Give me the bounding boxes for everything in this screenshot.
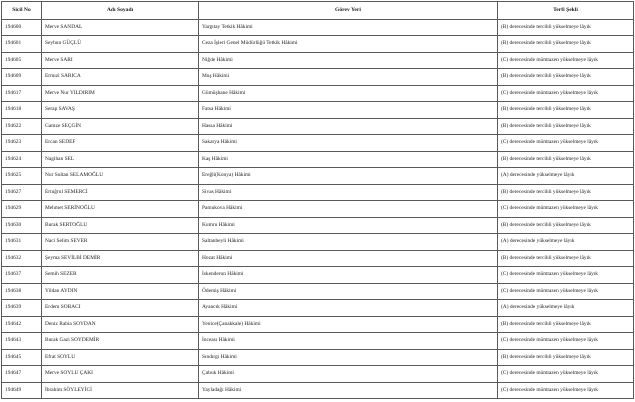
cell-adi-soyadi: Deniz Rabia SOYDAN [42,316,199,333]
table-row [2,168,634,185]
table-row [2,36,634,53]
cell-sicil-no: 194631 [2,234,42,251]
table-row [2,118,634,135]
cell-adi-soyadi: Merve Nur YILDIRIM [42,85,199,102]
cell-sicil-no: 194629 [2,201,42,218]
cell-sicil-no: 194627 [2,184,42,201]
cell-adi-soyadi: Efrat SOYLU [42,349,199,366]
table-row [2,135,634,152]
table-row [2,333,634,350]
table-row [2,69,634,86]
cell-gorev-yeri: Gümüşhane Hâkimi [199,85,498,102]
table-row [2,85,634,102]
cell-adi-soyadi: Burak SERTOĞLU [42,217,199,234]
cell-gorev-yeri: Çubuk Hâkimi [199,366,498,383]
cell-terfi-sekli: (C) derecesinde mümtazen yükselmeye lâyık [498,201,634,218]
cell-gorev-yeri: Saltanbeyli Hâkimi [199,234,498,251]
cell-gorev-yeri: Sivas Hâkimi [199,184,498,201]
cell-terfi-sekli: (B) derecesinde tercihli yükselmeye lâyık [498,349,634,366]
cell-gorev-yeri: Kaş Hâkimi [199,151,498,168]
cell-sicil-no: 194618 [2,102,42,119]
cell-terfi-sekli: (B) derecesinde tercihli yükselmeye lâyık [498,184,634,201]
cell-terfi-sekli: (B) derecesinde tercihli yükselmeye lâyık [498,316,634,333]
cell-gorev-yeri: İnceası Hâkimi [199,333,498,350]
cell-adi-soyadi: Yildan AYDIN [42,283,199,300]
cell-terfi-sekli: (B) derecesinde tercihli yükselmeye lâyık [498,250,634,267]
cell-adi-soyadi: Merve SARI [42,52,199,69]
cell-sicil-no: 194617 [2,85,42,102]
header-terfi-sekli: Terfi Şekli [498,2,634,20]
cell-gorev-yeri: Hozat Hâkimi [199,250,498,267]
table-body [2,19,634,399]
cell-terfi-sekli: (C) derecesinde mümtazen yükselmeye lâyık [498,333,634,350]
table-row [2,102,634,119]
cell-gorev-yeri: Muş Hâkimi [199,69,498,86]
cell-terfi-sekli: (B) derecesinde tercihli yükselmeye lâyık [498,102,634,119]
cell-gorev-yeri: İskenderun Hâkimi [199,267,498,284]
cell-sicil-no: 194632 [2,250,42,267]
cell-gorev-yeri: Ereğli(Konya) Hâkimi [199,168,498,185]
cell-adi-soyadi: Seyhun GÜÇLÜ [42,36,199,53]
cell-sicil-no: 194639 [2,300,42,317]
cell-adi-soyadi: Semih SEZER [42,267,199,284]
cell-terfi-sekli: (C) derecesinde mümtazen yükselmeye lâyık [498,85,634,102]
cell-adi-soyadi: Ercan SEDEF [42,135,199,152]
cell-sicil-no: 194609 [2,69,42,86]
cell-gorev-yeri: Ödemiş Hâkimi [199,283,498,300]
table-row [2,52,634,69]
table-row [2,201,634,218]
cell-terfi-sekli: (A) derecesinde yükselmeye lâyık [498,234,634,251]
cell-terfi-sekli: (C) derecesinde mümtazen yükselmeye lâyık [498,283,634,300]
cell-adi-soyadi: Merve SOYLU ÇAKI [42,366,199,383]
cell-sicil-no: 194649 [2,382,42,399]
cell-terfi-sekli: (C) derecesinde mümtazen yükselmeye lâyık [498,52,634,69]
cell-gorev-yeri: Niğde Hâkimi [199,52,498,69]
cell-terfi-sekli: (C) derecesinde mümtazen yükselmeye lâyık [498,382,634,399]
table-row [2,300,634,317]
cell-adi-soyadi: Naci Selim SEVER [42,234,199,251]
header-adi-soyadi: Adı Soyadı [42,2,199,20]
cell-sicil-no: 194600 [2,19,42,36]
cell-gorev-yeri: Yayladağı Hâkimi [199,382,498,399]
header-sicil-no: Sicil No [2,2,42,20]
cell-gorev-yeri: Fatsa Hâkimi [199,102,498,119]
cell-sicil-no: 194637 [2,267,42,284]
table-row [2,316,634,333]
cell-adi-soyadi: Şeyma SEVİLBİ DEMİR [42,250,199,267]
cell-terfi-sekli: (B) derecesinde tercihli yükselmeye lâyık [498,19,634,36]
cell-gorev-yeri: Yargıtay Tetkik Hâkimi [199,19,498,36]
table-row [2,250,634,267]
table-row [2,184,634,201]
cell-sicil-no: 194638 [2,283,42,300]
cell-terfi-sekli: (B) derecesinde tercihli yükselmeye lâyık [498,151,634,168]
cell-adi-soyadi: Erdem SOBACI [42,300,199,317]
cell-sicil-no: 194645 [2,349,42,366]
cell-terfi-sekli: (B) derecesinde tercihli yükselmeye lâyık [498,36,634,53]
cell-adi-soyadi: Mehmet SERİNOĞLU [42,201,199,218]
table-row [2,382,634,399]
cell-gorev-yeri: Sakarya Hâkimi [199,135,498,152]
cell-sicil-no: 194625 [2,168,42,185]
table-row [2,19,634,36]
cell-gorev-yeri: Ceza İşleri Genel Müdürlüğü Tetkik Hâkimi [199,36,498,53]
cell-adi-soyadi: Gamze SEÇGİN [42,118,199,135]
cell-terfi-sekli: (C) derecesinde mümtazen yükselmeye lâyık [498,366,634,383]
cell-sicil-no: 194630 [2,217,42,234]
cell-adi-soyadi: Ertuğrul SEMERCİ [42,184,199,201]
cell-adi-soyadi: Ermızi SARICA [42,69,199,86]
cell-adi-soyadi: Nur Sultan SELAMOĞLU [42,168,199,185]
cell-sicil-no: 194622 [2,118,42,135]
table-row [2,234,634,251]
cell-terfi-sekli: (B) derecesinde tercihli yükselmeye lâyık [498,217,634,234]
promotion-table [1,1,634,399]
cell-sicil-no: 194643 [2,333,42,350]
cell-terfi-sekli: (C) derecesinde mümtazen yükselmeye lâyık [498,267,634,284]
cell-adi-soyadi: İbrahim SÖYLEYİCİ [42,382,199,399]
table-row [2,217,634,234]
cell-gorev-yeri: Yenice(Çanakkale) Hâkimi [199,316,498,333]
cell-terfi-sekli: (C) derecesinde mümtazen yükselmeye lâyık [498,135,634,152]
cell-sicil-no: 194624 [2,151,42,168]
cell-gorev-yeri: Pamukova Hâkimi [199,201,498,218]
cell-gorev-yeri: Ayancık Hâkimi [199,300,498,317]
table-row [2,267,634,284]
cell-adi-soyadi: Merve SANDAL [42,19,199,36]
cell-sicil-no: 194601 [2,36,42,53]
cell-gorev-yeri: Kumru Hâkimi [199,217,498,234]
cell-adi-soyadi: Burak Gazi SOYDEMİR [42,333,199,350]
table-row [2,283,634,300]
cell-sicil-no: 194605 [2,52,42,69]
cell-terfi-sekli: (B) derecesinde tercihli yükselmeye lâyık [498,118,634,135]
table-header [2,2,634,20]
cell-sicil-no: 194647 [2,366,42,383]
table-row [2,366,634,383]
cell-gorev-yeri: Sındırgı Hâkimi [199,349,498,366]
cell-terfi-sekli: (A) derecesinde yükselmeye lâyık [498,168,634,185]
cell-gorev-yeri: Hassa Hâkimi [199,118,498,135]
cell-adi-soyadi: Serap SAVAŞ [42,102,199,119]
cell-terfi-sekli: (A) derecesinde yükselmeye lâyık [498,300,634,317]
cell-adi-soyadi: Nagihan SEL [42,151,199,168]
cell-sicil-no: 194642 [2,316,42,333]
table-row [2,349,634,366]
header-row [2,2,634,20]
cell-sicil-no: 194623 [2,135,42,152]
cell-terfi-sekli: (B) derecesinde tercihli yükselmeye lâyık [498,69,634,86]
header-gorev-yeri: Görev Yeri [199,2,498,20]
table-row [2,151,634,168]
